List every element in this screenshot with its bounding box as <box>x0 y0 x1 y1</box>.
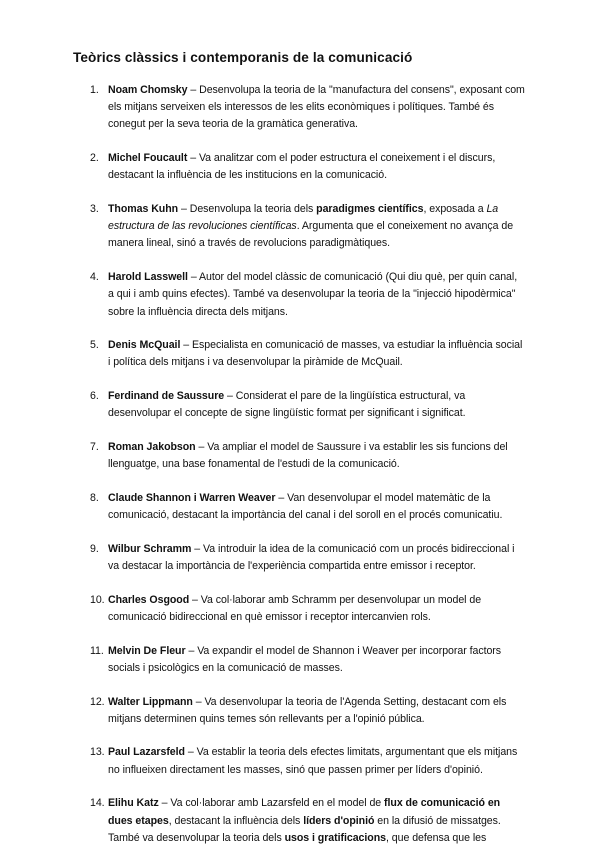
theorist-name: Claude Shannon i Warren Weaver <box>108 491 276 504</box>
theorist-description: Desenvolupa la teoria de la "manufactura del consens", exposant com els mitjans serveixen els interessos de les elits econòmiques i polítiques. També és conegut per la seva teoria de la gramàtica generativa. <box>108 84 525 131</box>
list-item-lasswell <box>90 269 525 321</box>
list-item-number: 9. <box>90 542 99 555</box>
list-item-saussure <box>90 388 525 422</box>
list-item-defleur <box>90 643 525 677</box>
separator: – <box>187 271 199 284</box>
theorist-name: Noam Chomsky <box>108 84 188 96</box>
list-item-lippmann <box>90 694 525 728</box>
description-part: . Argumenta que el coneixement no avança de manera lineal, sinó a través de revolucions paradigmàtiques. <box>108 220 514 250</box>
theorist-description: Va col·laborar amb Schramm per desenvolupar un model de comunicació bidireccional en què emissor i receptor intercanvien rols. <box>108 593 482 623</box>
theorist-name: Michel Foucault <box>108 152 188 165</box>
theorist-name: Ferdinand de Saussure <box>108 390 225 403</box>
list-item-number: 13. <box>90 746 105 759</box>
theorist-description: Va introduir la idea de la comunicació com un procés bidireccional i va destacar la importància de l'experiència compartida entre emissor i receptor. <box>108 542 515 573</box>
theorist-description: Va ampliar el model de Saussure i va establir les sis funcions del llenguatge, una base fonamental de l'estudi de la comunicació. <box>108 441 508 471</box>
separator: – <box>224 390 236 403</box>
key-term-opinion-leaders: líders d'opinió <box>303 814 375 827</box>
book-title: La estructura de las revoluciones científicas <box>108 203 499 233</box>
key-term-two-step-flow: flux de comunicació en dues etapes <box>108 797 501 827</box>
list-item-jakobson <box>90 439 525 473</box>
list-item-number: 10. <box>90 593 105 606</box>
list-item-foucault <box>90 150 525 184</box>
separator: – <box>195 441 208 454</box>
theorist-description: Va analitzar com el poder estructura el coneixement i el discurs, destacant la influència de les institucions en la comunicació. <box>108 152 496 182</box>
list-item-number: 11. <box>90 644 104 657</box>
list-item-number: 14. <box>90 797 105 810</box>
list-item-number: 12. <box>90 695 105 708</box>
list-item-number: 7. <box>90 441 99 454</box>
description-part: , exposada a <box>423 203 487 216</box>
theorists-list <box>90 82 525 864</box>
separator: – <box>178 203 190 216</box>
theorist-description: Especialista en comunicació de masses, va estudiar la influència social i política dels mitjans i va desenvolupar la piràmide de McQuail. <box>108 339 523 369</box>
list-item-number: 1. <box>90 84 99 96</box>
description-part: , que defensa que les <box>385 831 487 844</box>
list-item-number: 6. <box>90 390 99 403</box>
theorist-name: Wilbur Schramm <box>108 542 192 555</box>
list-item-number: 2. <box>90 152 99 165</box>
separator: – <box>187 84 200 96</box>
separator: – <box>184 746 197 759</box>
theorist-description: Van desenvolupar el model matemàtic de la comunicació, destacant la importància del canal i del soroll en el procés comunicatiu. <box>108 491 503 522</box>
description-part: Desenvolupa la teoria dels <box>189 203 317 216</box>
list-item-shannon-weaver <box>90 490 525 524</box>
list-item-kuhn <box>90 201 525 253</box>
list-item-katz <box>90 795 525 847</box>
list-item-lazarsfeld <box>90 744 525 778</box>
theorist-name: Roman Jakobson <box>108 441 196 454</box>
separator: – <box>275 491 288 504</box>
theorist-name: Harold Lasswell <box>108 271 188 284</box>
theorist-description: Va desenvolupar la teoria de l'Agenda Setting, destacant com els mitjans determinen quins temes són rellevants per a l'opinió pública. <box>108 695 507 725</box>
theorist-name: Thomas Kuhn <box>108 203 179 216</box>
separator: – <box>191 542 204 555</box>
list-item-number: 4. <box>90 271 99 284</box>
theorist-name: Walter Lippmann <box>108 695 193 708</box>
theorist-name: Melvin De Fleur <box>108 644 186 657</box>
key-term-paradigms: paradigmes científics <box>316 203 424 216</box>
key-term-uses-gratifications: usos i gratificacions <box>284 831 386 844</box>
list-item-number: 8. <box>90 491 99 504</box>
theorist-description: Va establir la teoria dels efectes limitats, argumentant que els mitjans no influeixen directament les masses, sinó que passen primer per líders d'opinió. <box>108 746 518 776</box>
theorist-description: Va expandir el model de Shannon i Weaver per incorporar factors socials i psicològics en la comunicació de masses. <box>108 644 502 674</box>
list-item-osgood <box>90 592 525 626</box>
theorist-description: Autor del model clàssic de comunicació (Qui diu què, per quin canal, a qui i amb quins efectes). També va desenvolupar la teoria de la "injecció hipodèrmica" sobre la influència directa dels mitjans. <box>108 271 518 318</box>
theorist-name: Elihu Katz <box>108 797 159 810</box>
list-item-number: 3. <box>90 203 99 216</box>
description-part: Va col·laborar amb Lazarsfeld en el model de <box>170 797 385 810</box>
separator: – <box>185 644 198 657</box>
list-item-schramm <box>90 541 525 575</box>
separator: – <box>192 695 205 708</box>
list-item-mcquail <box>90 337 525 371</box>
separator: – <box>187 152 199 165</box>
separator: – <box>158 797 171 810</box>
list-item-number: 5. <box>90 339 99 352</box>
separator: – <box>189 593 201 606</box>
separator: – <box>180 339 192 352</box>
theorist-name: Paul Lazarsfeld <box>108 746 185 759</box>
list-item-chomsky <box>90 82 525 134</box>
theorist-description: Considerat el pare de la lingüística estructural, va desenvolupar el concepte de signe lingüístic format per significant i significat. <box>108 390 466 420</box>
theorist-name: Charles Osgood <box>108 593 190 606</box>
description-part: , destacant la influència dels <box>168 814 304 827</box>
theorist-name: Denis McQuail <box>108 339 181 352</box>
document-title: Teòrics clàssics i contemporanis de la comunicació <box>73 50 413 65</box>
description-part: en la difusió de missatges. També va desenvolupar la teoria dels <box>108 814 501 844</box>
